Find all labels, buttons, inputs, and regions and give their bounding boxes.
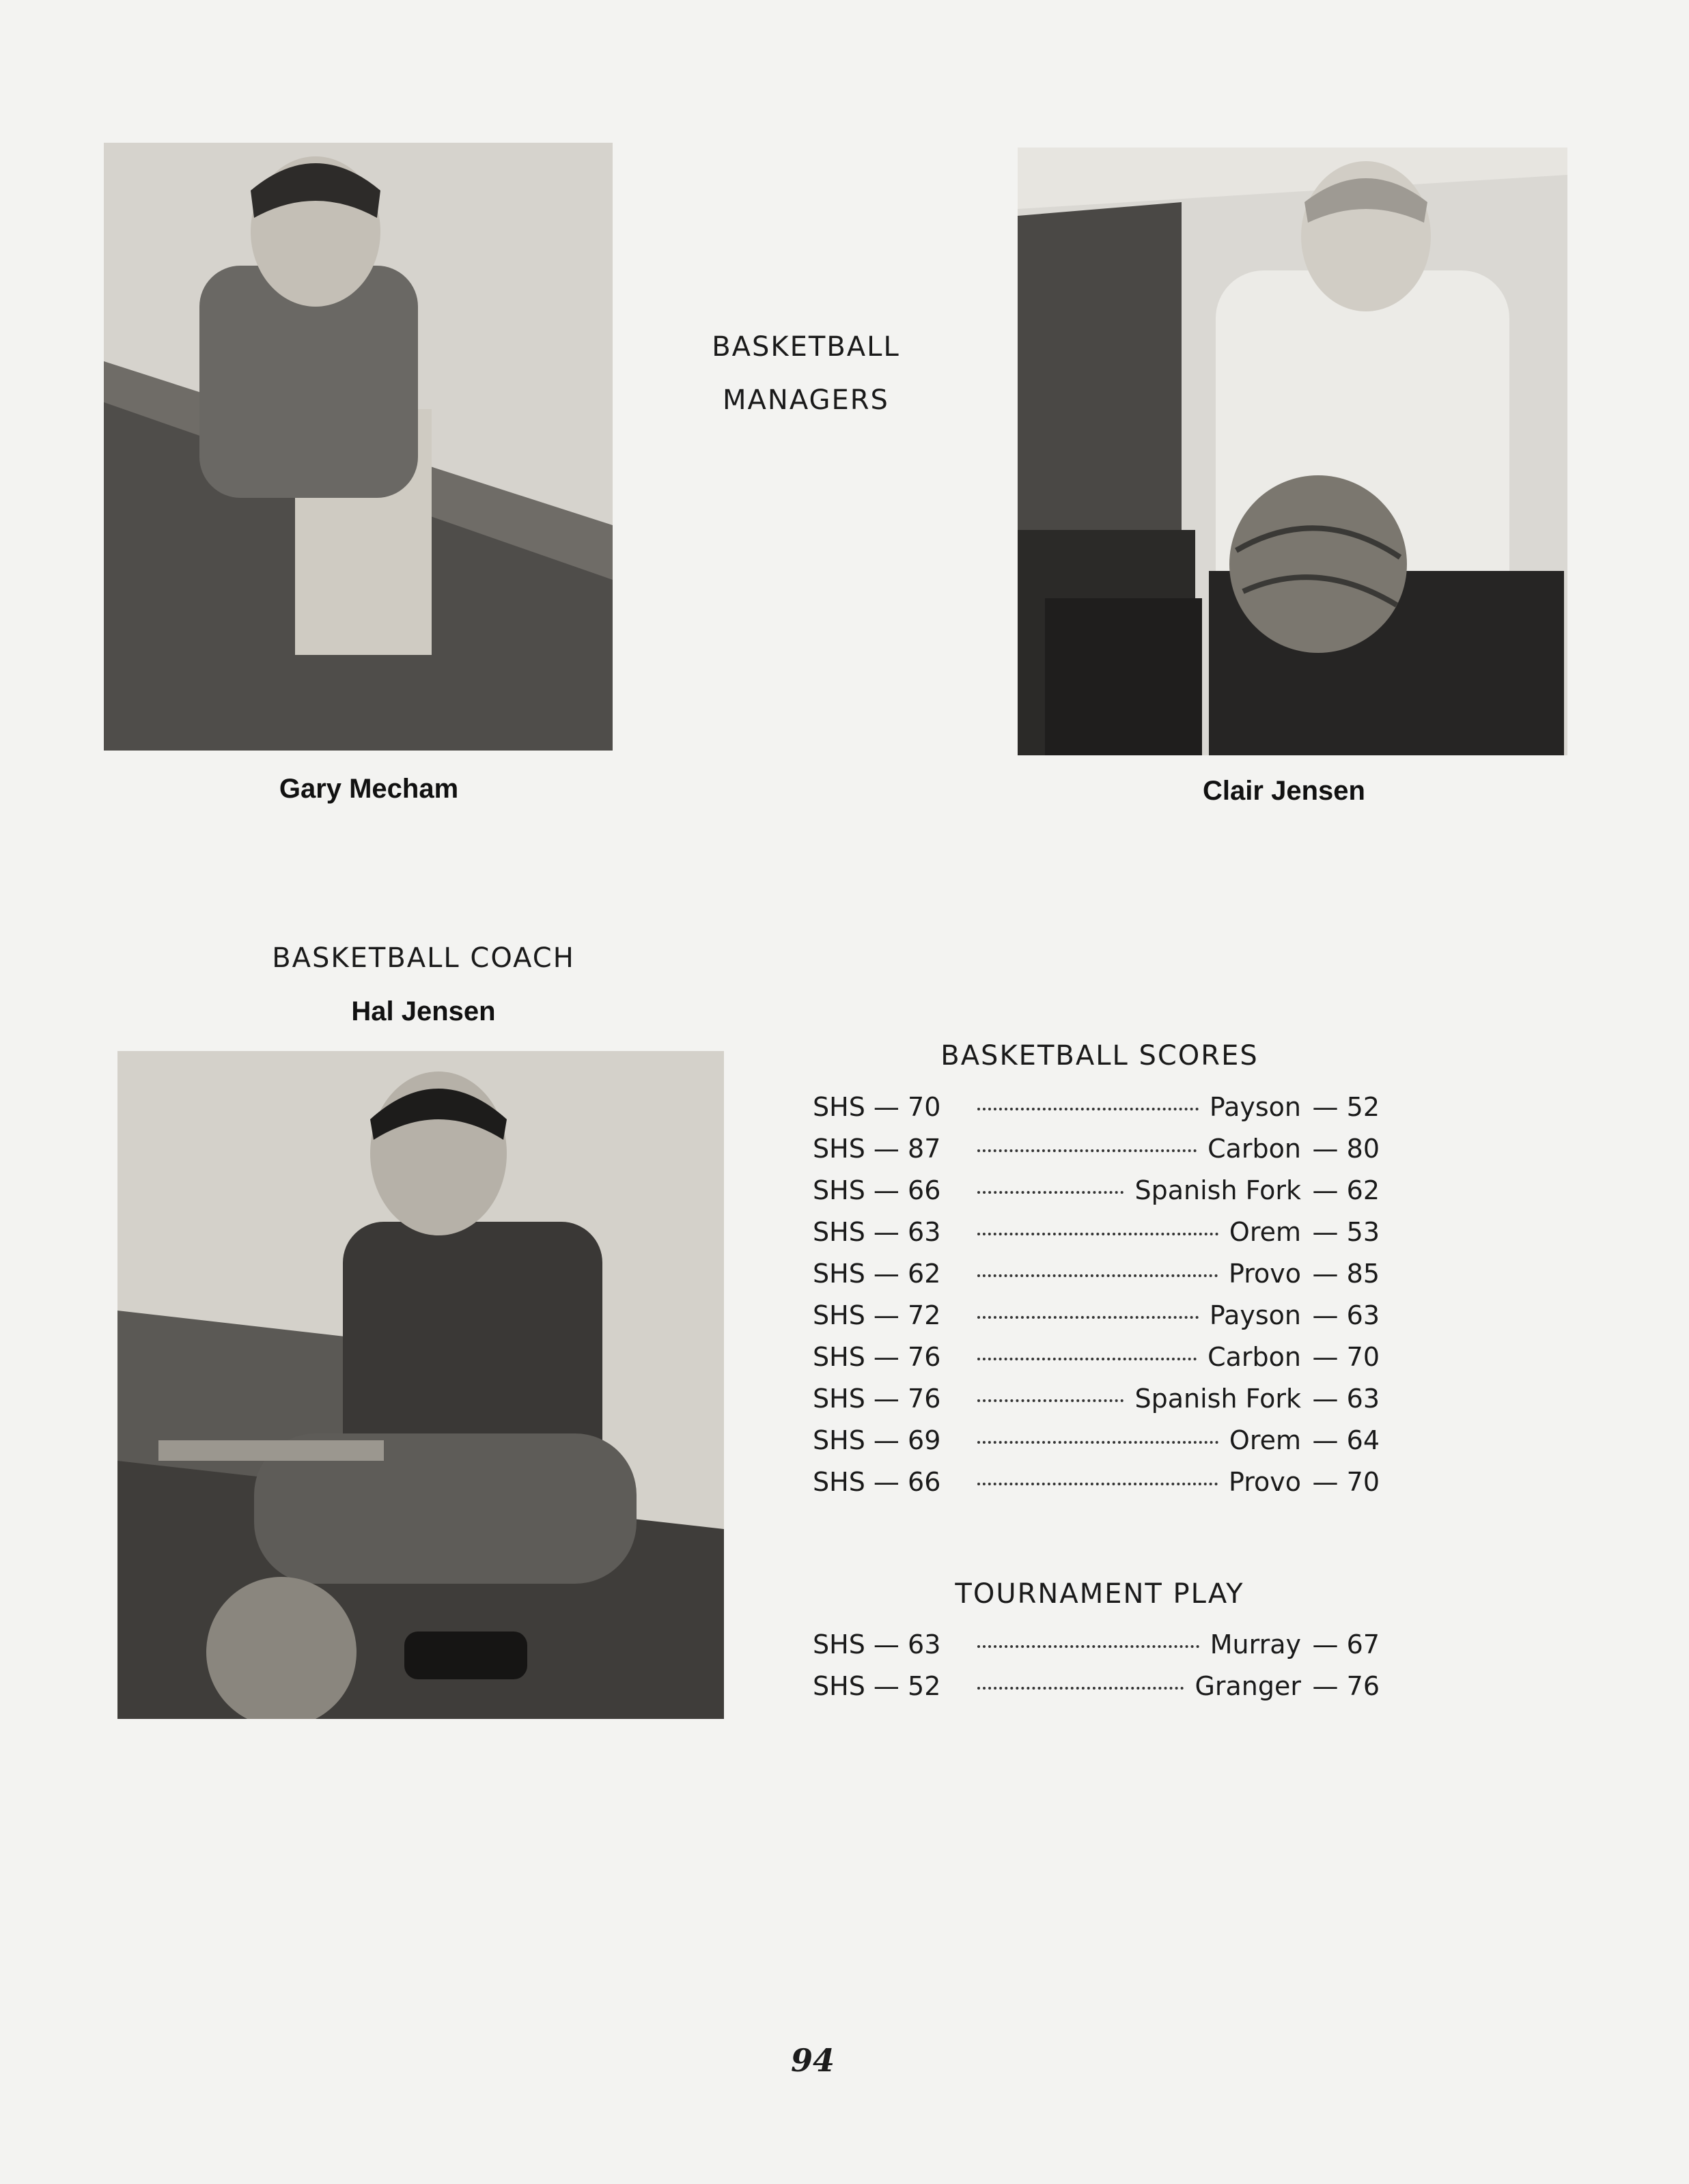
home-team: SHS xyxy=(813,1134,865,1164)
home-points: 66 xyxy=(908,1175,941,1205)
home-points: 76 xyxy=(908,1342,941,1372)
home-points: 63 xyxy=(908,1217,941,1247)
score-row xyxy=(813,1217,1380,1259)
home-points: 52 xyxy=(908,1671,941,1701)
opponent-score xyxy=(1301,1092,1380,1122)
home-score xyxy=(813,1342,966,1372)
home-team: SHS xyxy=(813,1342,865,1372)
opponent-score xyxy=(1301,1342,1380,1372)
opponent-dash: — xyxy=(1312,1384,1339,1414)
home-dash: — xyxy=(873,1175,899,1205)
score-row xyxy=(813,1467,1380,1509)
opponent-name: Orem xyxy=(1229,1425,1301,1455)
managers-heading-line1: BASKETBALL xyxy=(712,331,900,363)
home-points: 69 xyxy=(908,1425,941,1455)
home-dash: — xyxy=(873,1342,899,1372)
home-dash: — xyxy=(873,1092,899,1122)
opponent-points: 80 xyxy=(1346,1134,1380,1164)
opponent-points: 85 xyxy=(1346,1259,1380,1289)
home-dash: — xyxy=(873,1259,899,1289)
home-dash: — xyxy=(873,1425,899,1455)
home-points: 70 xyxy=(908,1092,941,1122)
managers-heading-line2: MANAGERS xyxy=(723,384,889,416)
opponent-name: Murray xyxy=(1210,1629,1301,1660)
home-points: 62 xyxy=(908,1259,941,1289)
opponent-points: 67 xyxy=(1346,1629,1380,1660)
opponent-points: 70 xyxy=(1346,1467,1380,1497)
dot-leader xyxy=(977,1191,1123,1194)
coach-name: Hal Jensen xyxy=(351,996,496,1026)
scores-list xyxy=(813,1092,1380,1509)
dot-leader xyxy=(977,1233,1218,1235)
score-row xyxy=(813,1300,1380,1342)
score-row xyxy=(813,1671,1380,1713)
home-team: SHS xyxy=(813,1175,865,1205)
opponent-score xyxy=(1301,1259,1380,1289)
opponent-points: 64 xyxy=(1346,1425,1380,1455)
score-row xyxy=(813,1134,1380,1175)
opponent-dash: — xyxy=(1312,1671,1339,1701)
opponent-dash: — xyxy=(1312,1134,1339,1164)
home-score xyxy=(813,1092,966,1122)
home-score xyxy=(813,1629,966,1660)
score-row xyxy=(813,1629,1380,1671)
opponent-score xyxy=(1301,1384,1380,1414)
photo-hal-jensen xyxy=(117,1051,724,1719)
opponent-dash: — xyxy=(1312,1092,1339,1122)
score-row xyxy=(813,1384,1380,1425)
dot-leader xyxy=(977,1483,1218,1485)
tournament-list xyxy=(813,1629,1380,1713)
opponent-dash: — xyxy=(1312,1629,1339,1660)
dot-leader xyxy=(977,1399,1123,1402)
opponent-dash: — xyxy=(1312,1467,1339,1497)
score-row xyxy=(813,1092,1380,1134)
home-team: SHS xyxy=(813,1217,865,1247)
opponent-dash: — xyxy=(1312,1300,1339,1330)
score-row xyxy=(813,1342,1380,1384)
home-dash: — xyxy=(873,1629,899,1660)
score-row xyxy=(813,1175,1380,1217)
opponent-dash: — xyxy=(1312,1259,1339,1289)
opponent-name: Orem xyxy=(1229,1217,1301,1247)
opponent-name: Spanish Fork xyxy=(1134,1175,1301,1205)
home-dash: — xyxy=(873,1134,899,1164)
opponent-score xyxy=(1301,1217,1380,1247)
home-score xyxy=(813,1175,966,1205)
home-score xyxy=(813,1384,966,1414)
opponent-points: 63 xyxy=(1346,1300,1380,1330)
home-dash: — xyxy=(873,1384,899,1414)
home-team: SHS xyxy=(813,1629,865,1660)
opponent-name: Provo xyxy=(1228,1467,1301,1497)
opponent-name: Carbon xyxy=(1208,1342,1301,1372)
opponent-points: 52 xyxy=(1346,1092,1380,1122)
home-team: SHS xyxy=(813,1092,865,1122)
opponent-score xyxy=(1301,1134,1380,1164)
home-score xyxy=(813,1217,966,1247)
home-team: SHS xyxy=(813,1259,865,1289)
opponent-name: Payson xyxy=(1209,1092,1301,1122)
opponent-points: 62 xyxy=(1346,1175,1380,1205)
home-team: SHS xyxy=(813,1425,865,1455)
opponent-score xyxy=(1301,1467,1380,1497)
home-team: SHS xyxy=(813,1467,865,1497)
caption-gary-mecham: Gary Mecham xyxy=(279,774,459,804)
opponent-name: Payson xyxy=(1209,1300,1301,1330)
home-team: SHS xyxy=(813,1671,865,1701)
opponent-score xyxy=(1301,1175,1380,1205)
tournament-heading: TOURNAMENT PLAY xyxy=(955,1578,1244,1610)
home-points: 87 xyxy=(908,1134,941,1164)
opponent-points: 63 xyxy=(1346,1384,1380,1414)
opponent-points: 53 xyxy=(1346,1217,1380,1247)
dot-leader xyxy=(977,1274,1218,1277)
home-score xyxy=(813,1671,966,1701)
home-score xyxy=(813,1259,966,1289)
opponent-dash: — xyxy=(1312,1425,1339,1455)
score-row xyxy=(813,1425,1380,1467)
opponent-name: Spanish Fork xyxy=(1134,1384,1301,1414)
opponent-score xyxy=(1301,1300,1380,1330)
opponent-name: Carbon xyxy=(1208,1134,1301,1164)
coach-heading: BASKETBALL COACH xyxy=(272,942,575,974)
opponent-name: Provo xyxy=(1228,1259,1301,1289)
opponent-dash: — xyxy=(1312,1175,1339,1205)
home-score xyxy=(813,1467,966,1497)
scores-heading: BASKETBALL SCORES xyxy=(940,1040,1259,1072)
dot-leader xyxy=(977,1108,1199,1110)
dot-leader xyxy=(977,1316,1199,1319)
opponent-score xyxy=(1301,1425,1380,1455)
dot-leader xyxy=(977,1645,1199,1648)
home-team: SHS xyxy=(813,1384,865,1414)
home-score xyxy=(813,1134,966,1164)
photo-gary-mecham-illustration xyxy=(104,143,613,751)
dot-leader xyxy=(977,1687,1184,1690)
opponent-score xyxy=(1301,1671,1380,1701)
opponent-points: 70 xyxy=(1346,1342,1380,1372)
home-dash: — xyxy=(873,1217,899,1247)
dot-leader xyxy=(977,1358,1197,1360)
opponent-name: Granger xyxy=(1195,1671,1301,1701)
home-points: 76 xyxy=(908,1384,941,1414)
dot-leader xyxy=(977,1149,1197,1152)
home-dash: — xyxy=(873,1467,899,1497)
home-dash: — xyxy=(873,1300,899,1330)
page-number: 94 xyxy=(790,2042,835,2079)
photo-hal-jensen-illustration xyxy=(117,1051,724,1719)
score-row xyxy=(813,1259,1380,1300)
photo-gary-mecham xyxy=(104,143,613,751)
opponent-dash: — xyxy=(1312,1342,1339,1372)
opponent-points: 76 xyxy=(1346,1671,1380,1701)
opponent-dash: — xyxy=(1312,1217,1339,1247)
dot-leader xyxy=(977,1441,1218,1444)
photo-clair-jensen-illustration xyxy=(1018,148,1567,755)
home-points: 63 xyxy=(908,1629,941,1660)
home-points: 72 xyxy=(908,1300,941,1330)
opponent-score xyxy=(1301,1629,1380,1660)
home-team: SHS xyxy=(813,1300,865,1330)
home-score xyxy=(813,1425,966,1455)
home-points: 66 xyxy=(908,1467,941,1497)
photo-clair-jensen xyxy=(1018,148,1567,755)
home-dash: — xyxy=(873,1671,899,1701)
caption-clair-jensen: Clair Jensen xyxy=(1203,776,1365,806)
home-score xyxy=(813,1300,966,1330)
